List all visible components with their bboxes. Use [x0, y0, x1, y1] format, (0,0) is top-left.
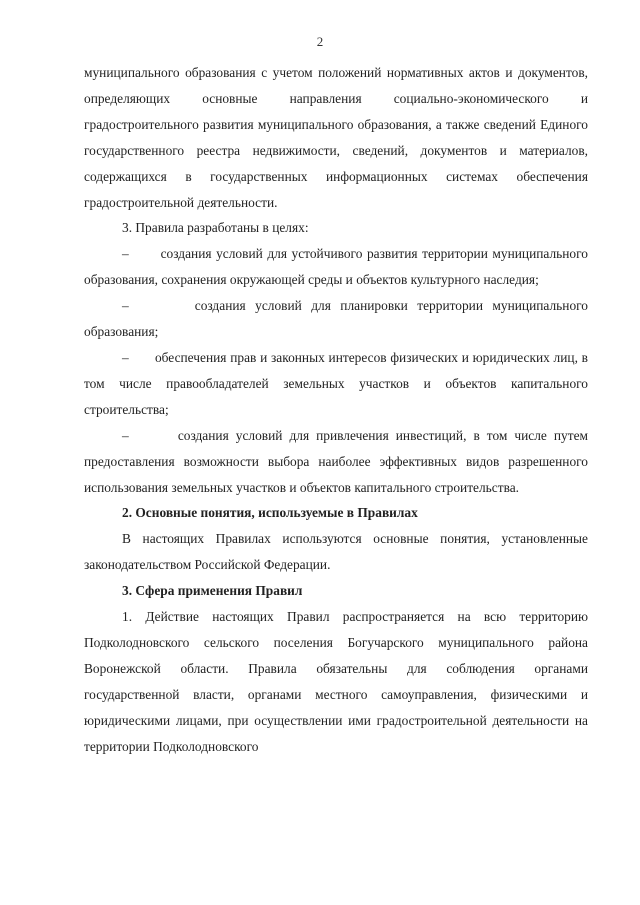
paragraph-municipal-basis: муниципального образования с учетом положений нормативных актов и документов, определяющих основные направления социально-экономического и градостроительного развития муниципального образования, а также сведений Единого государственного реестра недвижимости, сведений, документов и материалов, содержащихся в государственных информационных системах обеспечения градостроительной деятельности. — [84, 65, 588, 210]
paragraph-goals-intro: 3. Правила разработаны в целях: — [122, 220, 309, 236]
list-dash: – — [122, 246, 129, 262]
list-dash: – — [122, 349, 129, 365]
paragraph-scope: 1. Действие настоящих Правил распространяется на всю территорию Подколодновского сельского поселения Богучарского муниципального района Воронежской области. Правила обязательны для соблюдения органами государственной власти, органами местного самоуправления, физическими и юридическими лицами, при осуществлении ими градостроительной деятельности на территории Подколодновского — [84, 609, 588, 754]
goal-text: создания условий для устойчивого развития территории муниципального образования, сохранения окружающей среды и объектов культурного наследия; — [84, 246, 588, 288]
section-heading-basic-concepts: 2. Основные понятия, используемые в Правилах — [122, 505, 418, 521]
list-dash: – — [122, 427, 129, 443]
page-number: 2 — [316, 34, 324, 49]
goal-text: создания условий для привлечения инвестиций, в том числе путем предоставления возможности выбора наиболее эффективных видов разрешенного использования земельных участков и объектов капитального строительства. — [84, 427, 588, 495]
goal-text: обеспечения прав и законных интересов физических и юридических лиц, в том числе правообладателей земельных участков и объектов капитального строительства; — [84, 349, 588, 417]
goal-text: создания условий для планировки территории муниципального образования; — [84, 298, 589, 340]
goal-item — [84, 423, 588, 501]
goal-item — [84, 241, 588, 293]
goal-item — [84, 345, 588, 423]
goal-item — [84, 293, 588, 345]
document-body — [84, 60, 588, 759]
paragraph-basic-concepts: В настоящих Правилах используются основные понятия, установленные законодательством Российской Федерации. — [84, 531, 588, 573]
section-heading-scope: 3. Сфера применения Правил — [122, 583, 303, 599]
list-dash: – — [122, 298, 129, 314]
